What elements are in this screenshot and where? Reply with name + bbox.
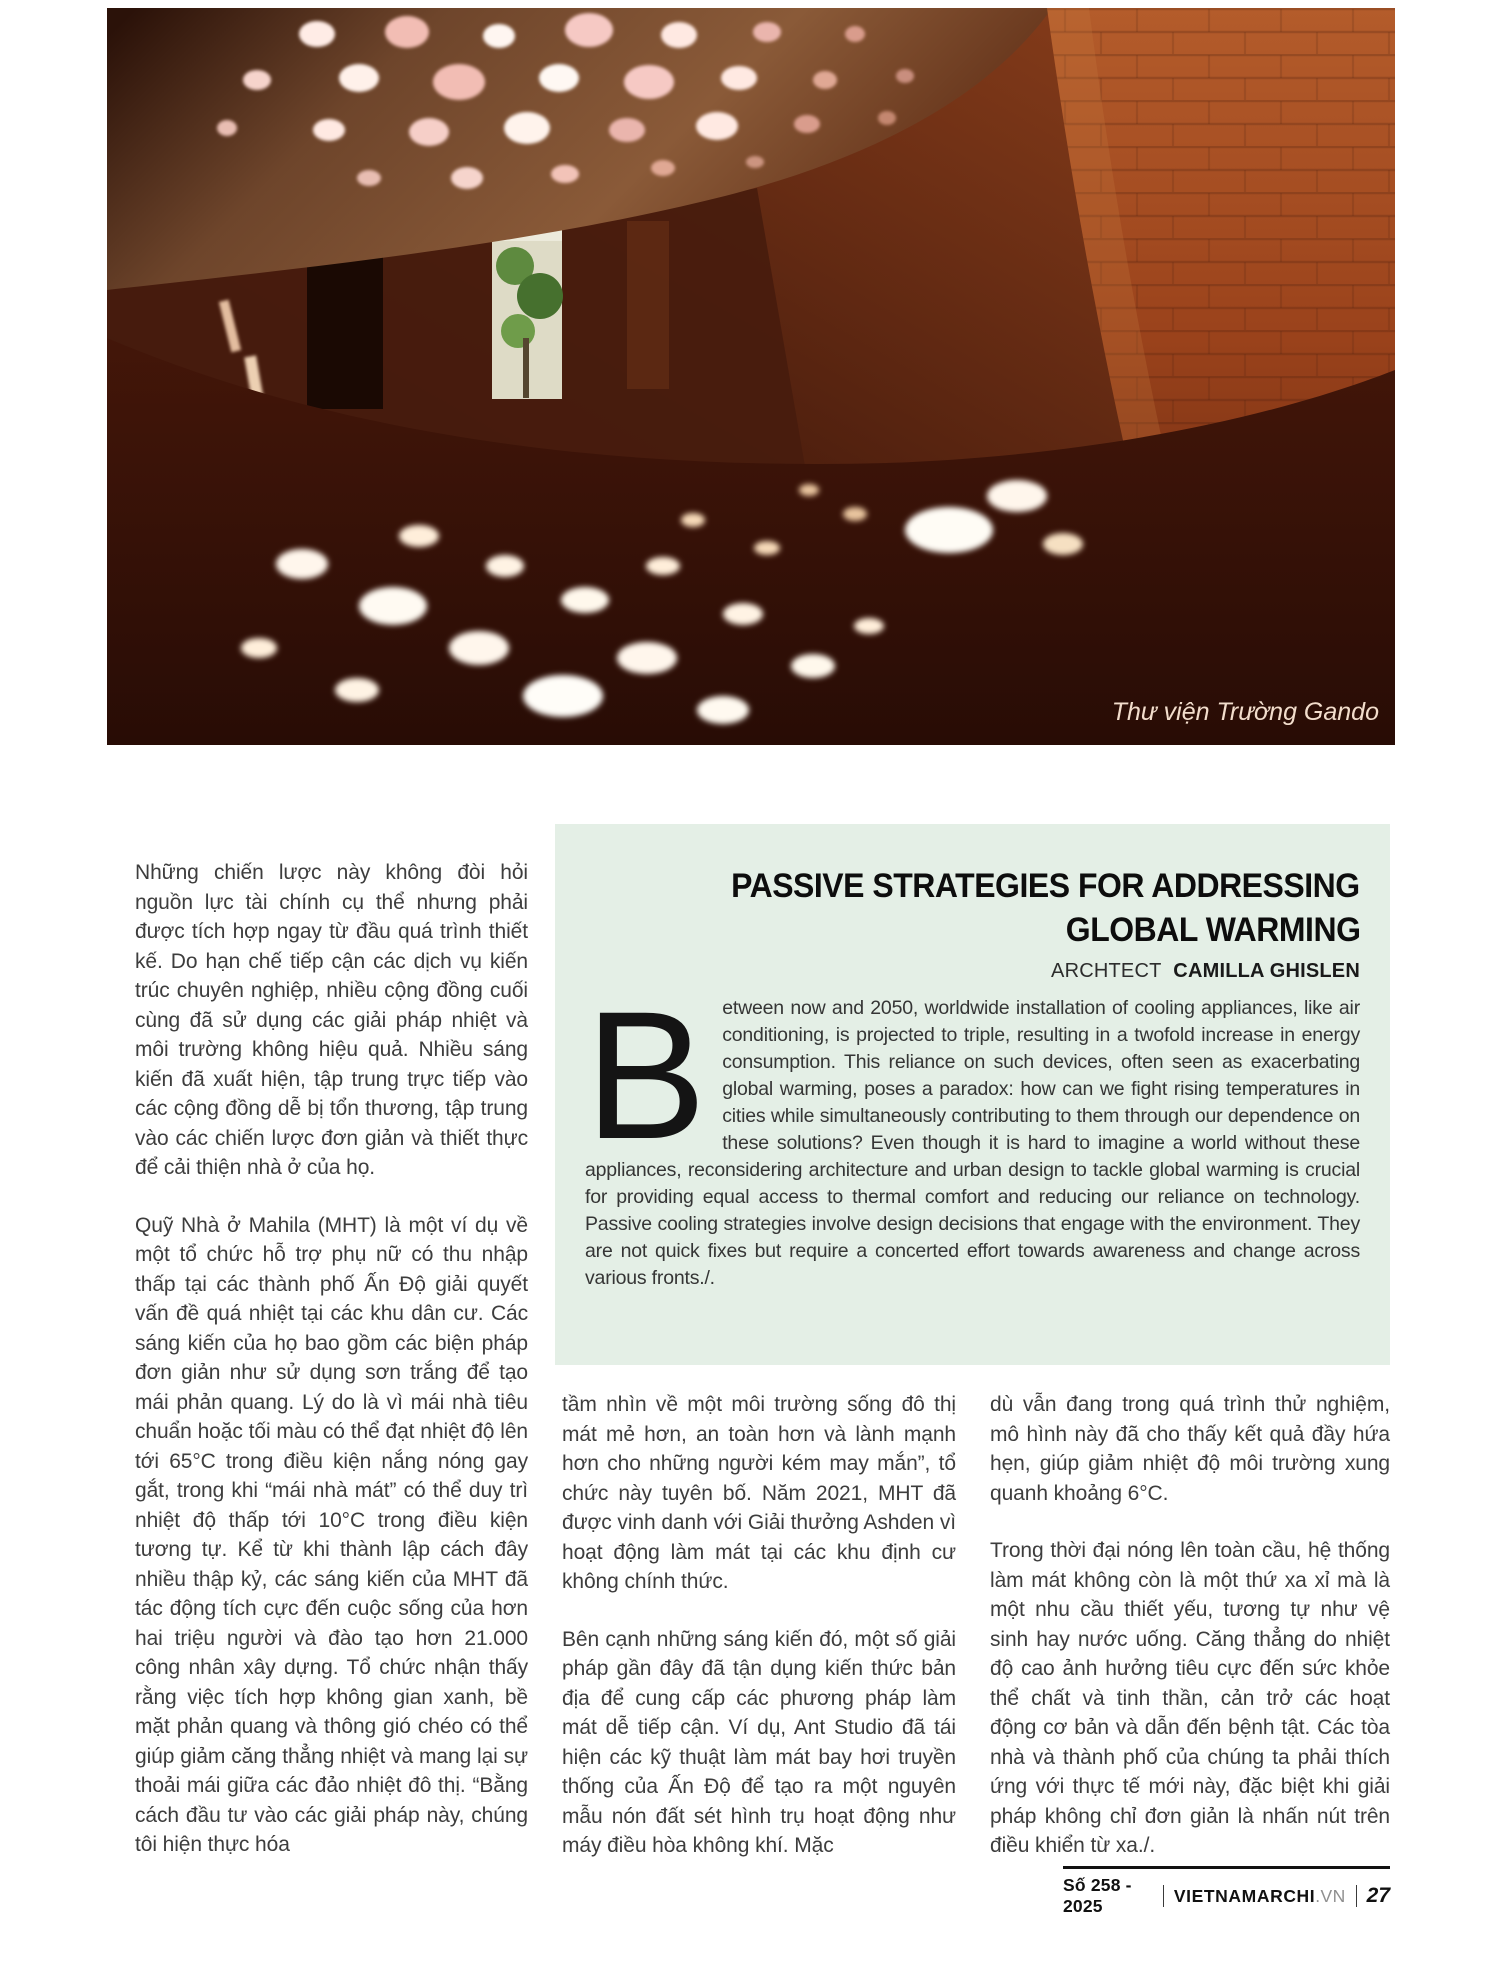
author-prefix: ARCHTECT <box>1051 960 1162 982</box>
dropcap: B <box>585 973 707 1177</box>
article-column-2 <box>562 1390 956 1861</box>
brand-name <box>1174 1886 1346 1907</box>
page-footer <box>1063 1866 1390 1917</box>
feature-title <box>585 864 1360 952</box>
brand-main: VIETNAMARCHI <box>1173 1885 1316 1906</box>
feature-title-line-2-text: GLOBAL WARMING <box>1065 911 1360 949</box>
issue-number: Số 258 - 2025 <box>1063 1875 1132 1916</box>
footer-divider <box>1163 1885 1164 1907</box>
feature-body <box>585 973 1360 1292</box>
hero-photo <box>107 8 1395 745</box>
footer-divider <box>1356 1885 1357 1907</box>
feature-title-line-1-text: PASSIVE STRATEGIES FOR ADDRESSING <box>731 867 1360 905</box>
feature-title-line-1 <box>585 864 1360 908</box>
col2-paragraph-2: Bên cạnh những sáng kiến đó, một số giải pháp gần đây đã tận dụng kiến thức bản địa để cung cấp các phương pháp làm mát dễ tiếp cận. Ví dụ, Ant Studio đã tái hiện các kỹ thuật làm mát bay hơi truyền thống của Ấn Độ để tạo ra một nguyên mẫu nón đất sét hình trụ hoạt động như máy điều hòa không khí. Mặc <box>562 1627 956 1857</box>
brand-suffix: .VN <box>1315 1885 1346 1906</box>
col1-paragraph-2: Quỹ Nhà ở Mahila (MHT) là một ví dụ về một tổ chức hỗ trợ phụ nữ có thu nhập thấp tại các thành phố Ấn Độ giải quyết vấn đề quá nhiệt tại các khu dân cư. Các sáng kiến của họ bao gồm các biện pháp đơn giản như sử dụng sơn trắng để tạo mái phản quang. Lý do là vì mái nhà tiêu chuẩn hoặc tối màu có thể đạt nhiệt độ lên tới 65°C trong điều kiện nắng nóng gay gắt, trong khi “mái nhà mát” có thể duy trì nhiệt độ thấp tới 10°C trong điều kiện tương tự. Kể từ khi thành lập cách đây nhiều thập kỷ, các sáng kiến của MHT đã tác động tích cực đến cuộc sống của hơn hai triệu người và đào tạo hơn 21.000 công nhân xây dựng. Tổ chức nhận thấy rằng việc tích hợp không gian xanh, bề mặt phản quang và thông gió chéo có thể giúp giảm căng thẳng nhiệt và mang lại sự thoải mái giữa các đảo nhiệt đô thị. “Bằng cách đầu tư vào các giải pháp này, chúng tôi hiện thực hóa <box>135 1213 528 1856</box>
article-column-1 <box>135 858 528 1860</box>
author-name: CAMILLA GHISLEN <box>1173 960 1360 982</box>
footer-row <box>1063 1869 1390 1917</box>
hero-photo-illustration <box>107 8 1395 745</box>
photo-caption: Thư viện Trường Gando <box>1111 698 1379 726</box>
col1-paragraph-1: Những chiến lược này không đòi hỏi nguồn lực tài chính cụ thể nhưng phải được tích hợp ngay từ đầu quá trình thiết kế. Do hạn chế tiếp cận các dịch vụ kiến trúc chuyên nghiệp, nhiều cộng đồng cuối cùng đã sử dụng các giải pháp nhiệt và môi trường không hiệu quả. Nhiều sáng kiến đã xuất hiện, tập trung trực tiếp vào các cộng đồng dễ bị tổn thương, tập trung vào các chiến lược đơn giản và thiết thực để cải thiện nhà ở của họ. <box>135 861 528 1179</box>
col3-paragraph-1: dù vẫn đang trong quá trình thử nghiệm, mô hình này đã cho thấy kết quả đầy hứa hẹn, giúp giảm nhiệt độ môi trường xung quanh khoảng 6°C. <box>990 1393 1390 1505</box>
feature-body-text: etween now and 2050, worldwide installation of cooling appliances, like air conditioning, is projected to triple, resulting in a twofold increase in energy consumption. This reliance on such devices, often seen as exacerbating global warming, poses a paradox: how can we fight rising temperatures in cities while simultaneously contributing to them through our dependence on these solutions? Even though it is hard to imagine a world without these appliances, reconsidering architecture and urban design to tackle global warming is crucial for providing equal access to thermal comfort and reducing our reliance on technology. Passive cooling strategies involve design decisions that engage with the environment. They are not quick fixes but require a concerted effort towards awareness and change across various fronts./. <box>585 997 1360 1289</box>
col3-paragraph-2: Trong thời đại nóng lên toàn cầu, hệ thống làm mát không còn là một thứ xa xỉ mà là một nhu cầu thiết yếu, tương tự như vệ sinh hay nước uống. Căng thẳng do nhiệt độ cao ảnh hưởng tiêu cực đến sức khỏe thể chất và tinh thần, cản trở các hoạt động cơ bản và dẫn đến bệnh tật. Các tòa nhà và thành phố của chúng ta phải thích ứng với thực tế mới này, đặc biệt khi giải pháp không chỉ đơn giản là nhấn nút trên điều khiển từ xa./. <box>990 1539 1390 1857</box>
page-number: 27 <box>1366 1884 1390 1907</box>
feature-title-line-2 <box>585 908 1360 952</box>
col2-paragraph-1: tầm nhìn về một môi trường sống đô thị mát mẻ hơn, an toàn hơn và lành mạnh hơn cho những người kém may mắn”, tổ chức này tuyên bố. Năm 2021, MHT đã được vinh danh với Giải thưởng Ashden vì hoạt động làm mát tại các khu định cư không chính thức. <box>562 1393 956 1593</box>
feature-box <box>555 824 1390 1365</box>
article-column-3 <box>990 1390 1390 1861</box>
